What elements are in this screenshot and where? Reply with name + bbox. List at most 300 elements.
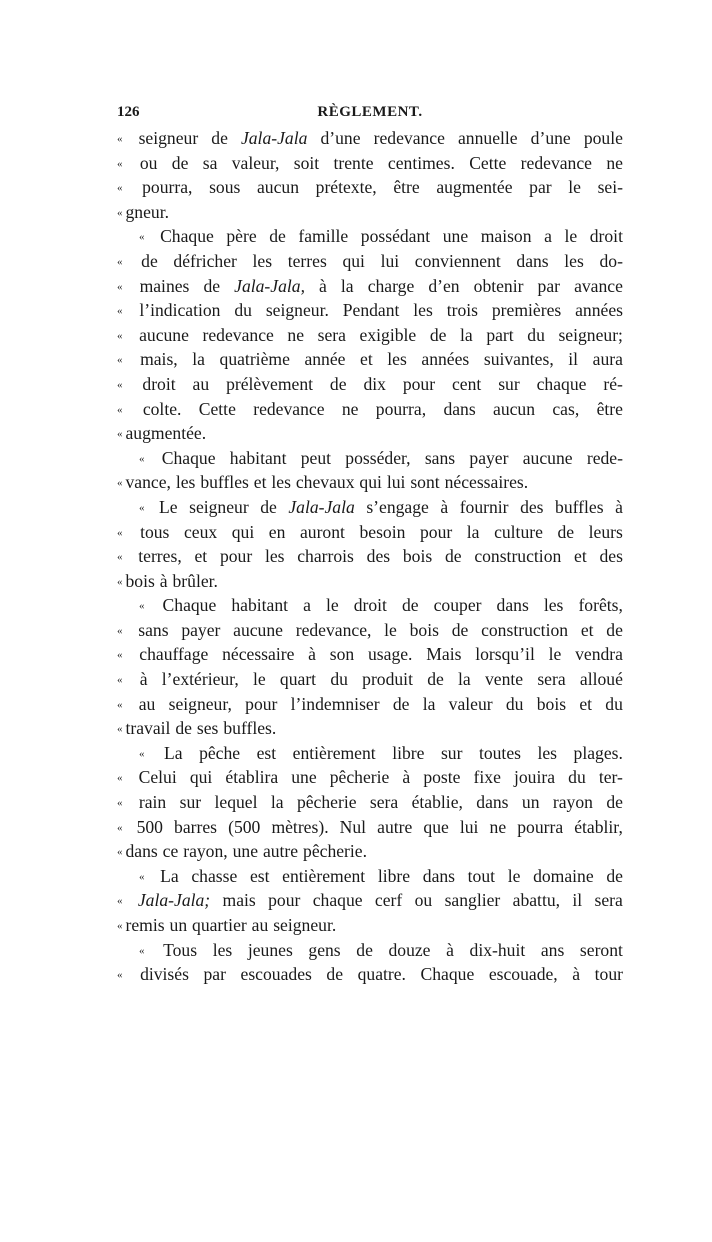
word: besoin (359, 521, 406, 542)
word: à (319, 275, 327, 296)
word: défricher (173, 250, 237, 271)
word: pour (219, 546, 253, 567)
word: père (226, 226, 257, 247)
word: à (139, 669, 148, 690)
word: Chaque (420, 964, 475, 985)
word: d’une (530, 128, 571, 148)
quote-mark: « (117, 772, 123, 785)
word: sont (410, 472, 440, 493)
word: La (164, 742, 183, 763)
quote-mark: « (139, 870, 145, 883)
word: maines (139, 275, 190, 296)
word: il (572, 890, 583, 911)
word: gens (308, 939, 341, 960)
word: bois (402, 546, 433, 567)
word: à (572, 964, 581, 985)
word: jeunes (247, 939, 293, 960)
word: bois (409, 619, 439, 640)
word: années (575, 300, 623, 321)
text-line (117, 913, 623, 938)
word: s’engage (366, 496, 429, 517)
word: droit (589, 226, 623, 247)
word: au (192, 373, 210, 394)
word: établie, (411, 792, 463, 813)
word: quatrième (219, 349, 290, 370)
word: seigneur. (273, 915, 337, 935)
word: famille (298, 226, 349, 247)
word: escouade, (488, 964, 558, 985)
word: maison (480, 226, 532, 247)
word: de (429, 324, 447, 345)
quote-mark: « (117, 821, 123, 834)
word: et (574, 546, 587, 567)
text-line (117, 815, 623, 840)
text-line (117, 274, 623, 299)
word: do- (599, 250, 623, 271)
word: travail (125, 718, 171, 739)
word: construction (474, 546, 562, 567)
word: nécessaire (222, 644, 295, 665)
word: de (557, 521, 575, 542)
word: valeur (448, 693, 493, 714)
quote-mark: « (117, 895, 123, 908)
word: avance (574, 275, 623, 296)
text-line (117, 839, 623, 864)
word: exigible (359, 324, 417, 345)
word: mais (222, 890, 256, 911)
text-line (117, 323, 623, 348)
word: a (303, 595, 311, 616)
word: vendra (575, 644, 623, 665)
word: vance, (125, 472, 171, 493)
quote-mark: « (117, 182, 123, 195)
word: prétexte, (315, 177, 377, 198)
quote-mark: « (117, 674, 123, 687)
word: pourra, (142, 177, 193, 198)
text-line (117, 888, 623, 913)
word: habitant (229, 447, 287, 468)
word: de (203, 275, 221, 296)
word: Le (159, 496, 178, 517)
word: qui (359, 472, 382, 493)
word: libre (392, 742, 425, 763)
word: tout (467, 865, 496, 886)
word: les (212, 939, 233, 960)
word: pour (402, 373, 436, 394)
word: les (271, 472, 291, 493)
quote-mark: « (117, 698, 123, 711)
word: La (160, 865, 179, 886)
word: sera (594, 890, 623, 911)
text-line (117, 765, 623, 790)
word: sur (440, 742, 463, 763)
word: et (580, 619, 594, 640)
word: de (329, 373, 347, 394)
word: les (564, 250, 584, 271)
word: établira (225, 767, 279, 788)
word: sous (209, 177, 241, 198)
text-line (117, 667, 623, 692)
word: tous (140, 521, 170, 542)
word: sera (537, 669, 566, 690)
word: de (392, 693, 410, 714)
word: dans (422, 865, 456, 886)
word: et (360, 349, 373, 370)
word: Chaque (160, 226, 214, 247)
word: être (596, 398, 623, 419)
word: quatre. (357, 964, 406, 985)
word: colte. (142, 398, 182, 419)
quote-mark: « (117, 428, 123, 441)
italic-word: Jala-Jala (288, 496, 355, 517)
word: ter- (598, 767, 623, 788)
word: Nul (339, 816, 367, 837)
word: payer (181, 619, 221, 640)
word: pêche (199, 742, 241, 763)
word: ne (287, 324, 305, 345)
word: le (568, 177, 581, 198)
word: quart (279, 669, 317, 690)
word: la (466, 521, 480, 542)
word: buffles (200, 472, 249, 493)
word: d’en (428, 275, 460, 296)
word: du (234, 300, 252, 321)
word: du (527, 324, 545, 345)
word: du (505, 693, 524, 714)
quote-mark: « (139, 452, 145, 465)
word: aucun (493, 398, 536, 419)
word: augmentée. (125, 423, 207, 444)
word: un (521, 792, 540, 813)
quote-mark: « (117, 797, 123, 810)
word: le (548, 644, 562, 665)
word: nécessaires. (444, 472, 529, 493)
word: premières (491, 300, 562, 321)
text-line (117, 520, 623, 545)
word: une (232, 841, 259, 862)
word: sur (179, 792, 202, 813)
word: ans (540, 939, 565, 960)
word: chaque (536, 373, 587, 394)
text-line (117, 962, 623, 987)
word: posséder, (345, 447, 411, 468)
word: lui (386, 472, 406, 493)
quote-mark: « (117, 969, 123, 982)
word: de (451, 619, 469, 640)
quote-mark: « (117, 846, 123, 859)
word: de (606, 619, 623, 640)
word: entièrement (292, 742, 376, 763)
word: buffles. (223, 718, 277, 739)
word: dix (363, 373, 386, 394)
text-line (117, 470, 623, 495)
word: sanglier (444, 890, 501, 911)
word: ne (341, 398, 359, 419)
word: les (543, 595, 564, 616)
word: lequel (214, 792, 258, 813)
text-line (117, 618, 623, 643)
quote-mark: « (117, 280, 123, 293)
word: buffles (555, 496, 604, 517)
word: ses (196, 718, 219, 739)
word: son (329, 644, 355, 665)
word: vente (484, 669, 524, 690)
word: qui (342, 250, 365, 271)
word: à (440, 496, 449, 517)
word: (500 (228, 816, 261, 837)
word: annuelle (458, 128, 518, 148)
word: terres, (138, 546, 182, 567)
word: de (606, 865, 623, 886)
word: dans (496, 595, 529, 616)
quote-mark: « (139, 231, 145, 244)
word: leurs (588, 521, 623, 542)
word: remis (125, 915, 165, 935)
word: et (253, 472, 267, 493)
word: l’indemniser (290, 693, 380, 714)
text-line (117, 692, 623, 717)
word: rede- (586, 447, 623, 468)
page-body (117, 126, 623, 987)
word: abattu, (512, 890, 561, 911)
word: obtenir (473, 275, 524, 296)
word: rayon, (183, 841, 228, 862)
word: conviennent (414, 250, 501, 271)
word: prélèvement (226, 373, 314, 394)
word: pêcherie (329, 767, 390, 788)
word: d’une (320, 128, 361, 148)
word: les (413, 300, 433, 321)
word: de (427, 669, 444, 690)
word: de (141, 250, 158, 271)
word: plages. (573, 742, 623, 763)
word: sera (317, 324, 346, 345)
word: que (423, 816, 449, 837)
word: pour (245, 693, 278, 714)
word: sa (202, 152, 218, 173)
word: droit (353, 595, 387, 616)
quote-mark: « (117, 378, 123, 391)
page-header (117, 100, 623, 126)
word: un (169, 915, 188, 935)
word: les (264, 546, 285, 567)
word: au (251, 915, 269, 935)
word: une (291, 767, 317, 788)
word: part (486, 324, 514, 345)
word: pour (419, 521, 453, 542)
word: chaque (312, 890, 363, 911)
word: années (421, 349, 470, 370)
word: et (194, 546, 208, 567)
word: de (211, 128, 228, 148)
word: tour (594, 964, 623, 985)
word: le (564, 226, 578, 247)
text-line (117, 397, 623, 422)
word: sur (498, 373, 520, 394)
text-line (117, 175, 623, 200)
word: ré- (603, 373, 623, 394)
word: sans (138, 619, 169, 640)
word: cerf (374, 890, 403, 911)
italic-word: Jala-Jala; (137, 890, 211, 911)
word: construction (481, 619, 569, 640)
text-line (117, 938, 623, 963)
word: valeur, (231, 152, 280, 173)
word: pour (268, 890, 301, 911)
word: poule (583, 128, 623, 148)
word: chevaux (295, 472, 355, 493)
word: à (446, 939, 454, 960)
word: dans (476, 792, 509, 813)
quote-mark: « (139, 747, 145, 760)
word: par (537, 275, 561, 296)
word: auront (299, 521, 345, 542)
text-line (117, 151, 623, 176)
quote-mark: « (117, 255, 123, 268)
word: la (422, 693, 436, 714)
word: charrois (297, 546, 354, 567)
word: au (138, 693, 156, 714)
italic-word: Jala-Jala (240, 128, 308, 148)
word: chasse (191, 865, 238, 886)
word: bois (536, 693, 567, 714)
word: brûler. (172, 570, 218, 591)
quote-mark: « (117, 329, 123, 342)
page-number: 126 (117, 104, 140, 120)
word: la (458, 669, 471, 690)
word: de (356, 939, 373, 960)
word: de (171, 152, 189, 173)
word: entièrement (282, 865, 366, 886)
text-line (117, 544, 623, 569)
word: être (393, 177, 420, 198)
word: seigneur. (265, 300, 329, 321)
word: Tous (163, 939, 198, 960)
word: seigneur; (558, 324, 623, 345)
word: payer (469, 447, 509, 468)
quote-mark: « (139, 600, 145, 613)
word: fixe (473, 767, 501, 788)
quote-mark: « (117, 551, 123, 564)
text-line (117, 495, 623, 520)
word: pourra (517, 816, 564, 837)
word: pêcherie (296, 792, 357, 813)
text-line (117, 347, 623, 372)
word: ceux (183, 521, 218, 542)
word: dix-huit (469, 939, 526, 960)
word: sei- (597, 177, 623, 198)
word: rayon (552, 792, 593, 813)
word: culture (494, 521, 543, 542)
quote-mark: « (117, 157, 123, 170)
word: redevance, (295, 619, 372, 640)
word: lui (459, 816, 479, 837)
word: redevance (520, 152, 592, 173)
word: l’extérieur, (161, 669, 239, 690)
word: en (268, 521, 286, 542)
quote-mark: « (117, 354, 123, 367)
word: la (270, 792, 284, 813)
word: la (192, 349, 205, 370)
text-line (117, 126, 623, 151)
word: du (605, 693, 623, 714)
book-page (117, 100, 623, 987)
word: terres (287, 250, 327, 271)
word: lorsqu’il (475, 644, 535, 665)
word: Mais (426, 644, 462, 665)
word: dans (516, 250, 549, 271)
word: redevance (373, 128, 445, 148)
word: seigneur (138, 128, 199, 148)
word: de (269, 226, 286, 247)
word: habitant (231, 595, 289, 616)
word: ne (489, 816, 507, 837)
word: le (252, 669, 266, 690)
word: de (260, 496, 277, 517)
quote-mark: « (117, 403, 123, 416)
word: usage. (368, 644, 413, 665)
word: aucune (233, 619, 283, 640)
text-line (117, 642, 623, 667)
word: cent (451, 373, 482, 394)
word: peut (300, 447, 332, 468)
word: forêts, (578, 595, 623, 616)
word: fournir (459, 496, 509, 517)
word: de (175, 718, 192, 739)
running-title: RÈGLEMENT. (317, 104, 423, 120)
word: suivantes, (483, 349, 554, 370)
word: lui (380, 250, 400, 271)
text-line (117, 716, 623, 741)
quote-mark: « (117, 723, 123, 736)
quote-mark: « (117, 649, 123, 662)
word: le (384, 619, 397, 640)
text-line (117, 200, 623, 225)
text-line (117, 372, 623, 397)
word: dans (125, 841, 158, 862)
word: autre (262, 841, 299, 862)
text-line (117, 864, 623, 889)
word: à (615, 496, 623, 517)
word: une (442, 226, 469, 247)
word: domaine (533, 865, 594, 886)
word: Pendant (342, 300, 400, 321)
word: Chaque (162, 595, 217, 616)
word: ou (414, 890, 433, 911)
word: a (544, 226, 552, 247)
word: seront (579, 939, 623, 960)
word: Cette (198, 398, 236, 419)
quote-mark: « (117, 133, 123, 145)
word: rain (138, 792, 167, 813)
word: charge (367, 275, 415, 296)
text-line (117, 741, 623, 766)
word: l’indication (139, 300, 221, 321)
word: par (529, 177, 552, 198)
word: redevance (202, 324, 274, 345)
word: à (159, 570, 168, 591)
word: les (387, 349, 407, 370)
word: aucune (139, 324, 189, 345)
word: mètres). (271, 816, 329, 837)
word: sera (369, 792, 399, 813)
word: gneur. (125, 201, 169, 222)
word: ne (606, 152, 623, 173)
word: Celui (138, 767, 177, 788)
word: libre (377, 865, 411, 886)
word: ce (162, 841, 179, 862)
word: est (256, 742, 277, 763)
